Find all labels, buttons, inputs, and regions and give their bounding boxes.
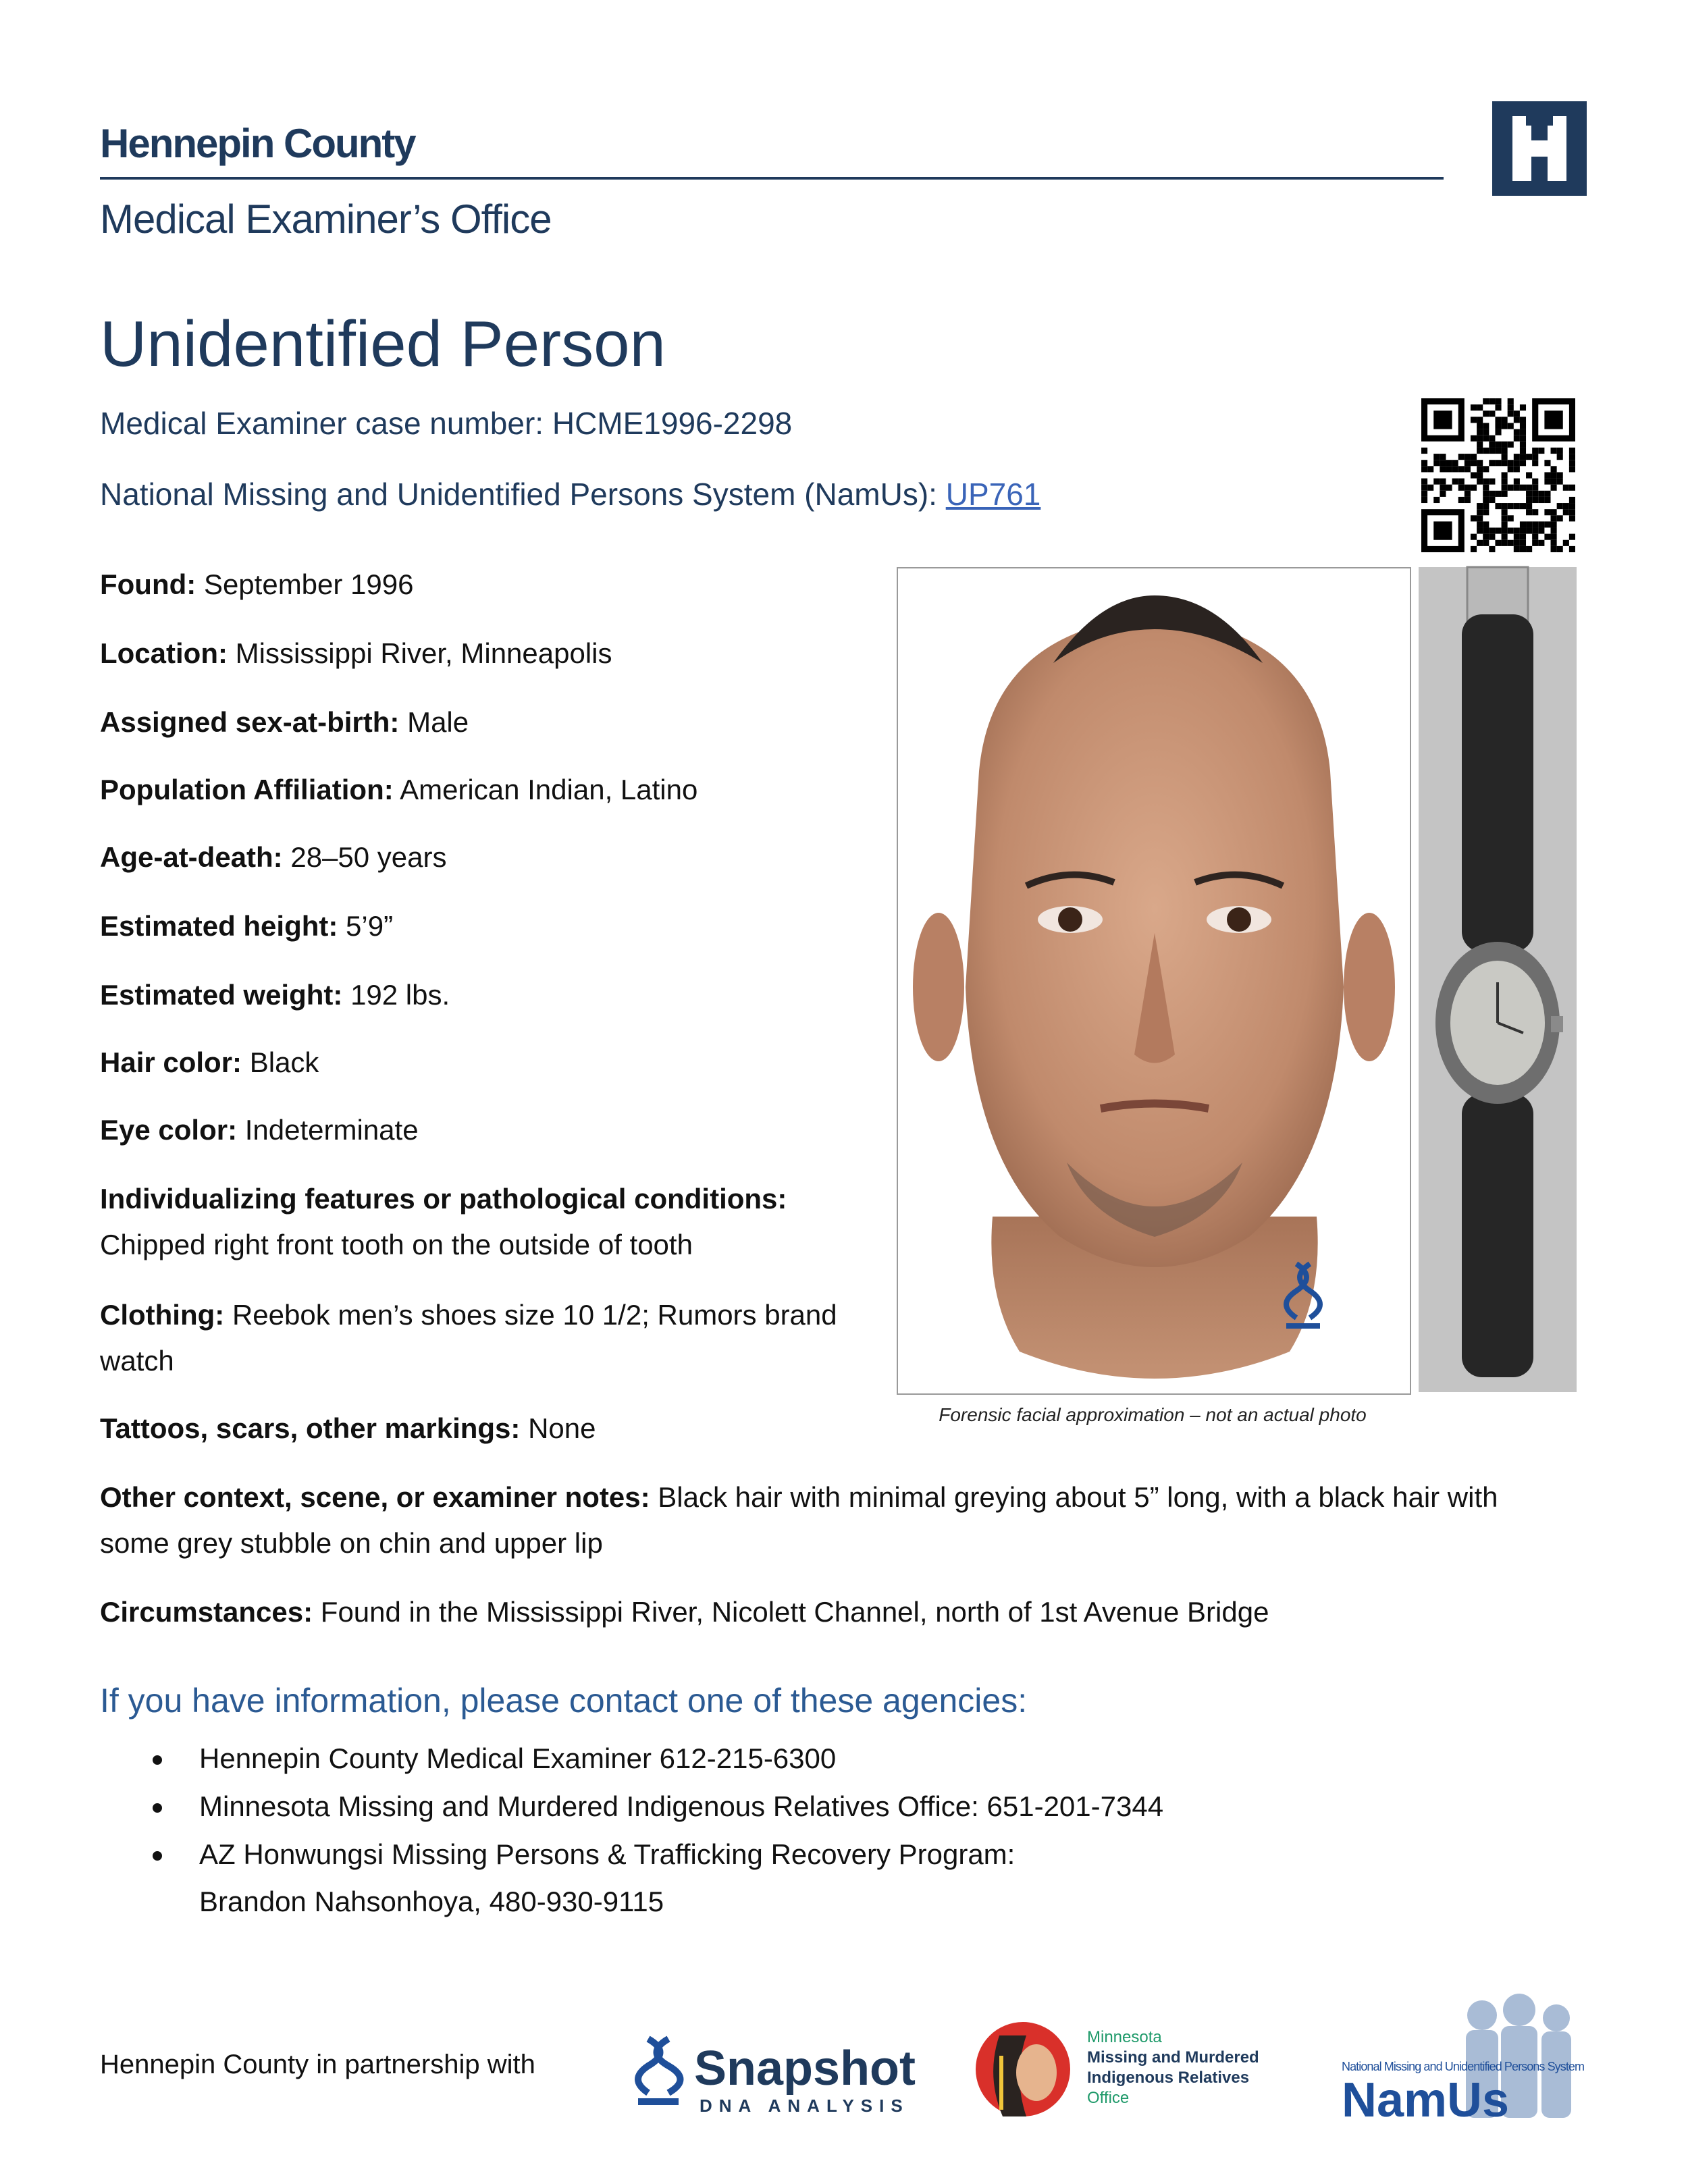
snapshot-subtitle: DNA ANALYSIS [700, 2096, 909, 2116]
contact-item-continued: Brandon Nahsonhoya, 480-930-9115 [199, 1886, 664, 1917]
namus-logo [1340, 1995, 1587, 2127]
sex-field: Assigned sex-at-birth: Male [100, 706, 469, 738]
mmiw-line-1: Minnesota [1087, 2028, 1162, 2046]
bullet [153, 1755, 162, 1765]
bullet [153, 1803, 162, 1813]
circumstances-field: Circumstances: Found in the Mississippi River, Nicolett Channel, north of 1st Avenue Bridge [100, 1596, 1269, 1628]
features-field: Individualizing features or pathological conditions: Chipped right front tooth on the outside of tooth [100, 1183, 787, 1260]
snapshot-dna-logo [635, 2025, 916, 2120]
mmiw-line-4: Office [1087, 2089, 1130, 2107]
namus-line [100, 476, 1040, 512]
partnership-text: Hennepin County in partnership with [100, 2050, 535, 2079]
eye-field: Eye color: Indeterminate [100, 1114, 419, 1146]
mmiw-office-logo [972, 2015, 1269, 2123]
county-name: Hennepin County [100, 121, 415, 166]
tattoos-field: Tattoos, scars, other markings: None [100, 1412, 596, 1444]
office-name: Medical Examiner’s Office [100, 196, 552, 242]
page-title: Unidentified Person [100, 308, 666, 380]
watch-image [1419, 567, 1577, 1392]
namus-label: National Missing and Unidentified Persons System (NamUs): [100, 477, 946, 512]
namus-logo-tagline: National Missing and Unidentified Persons System [1342, 2060, 1585, 2073]
contact-item: AZ Honwungsi Missing Persons & Trafficking Recovery Program: [199, 1838, 1016, 1870]
hennepin-h-logo [1492, 101, 1587, 196]
found-field: Found: September 1996 [100, 568, 414, 600]
weight-field: Estimated weight: 192 lbs. [100, 979, 450, 1011]
facial-approximation-image [897, 567, 1411, 1395]
snapshot-wordmark: Snapshot [694, 2042, 916, 2096]
mmiw-line-2: Missing and Murdered [1087, 2048, 1259, 2067]
location-field: Location: Mississippi River, Minneapolis [100, 637, 612, 669]
height-field: Estimated height: 5’9” [100, 910, 394, 942]
notes-field: Other context, scene, or examiner notes: Black hair with minimal greying about 5” long, with a black hair with some grey stubble on chin and upper lip [100, 1481, 1498, 1559]
population-field: Population Affiliation: American Indian, Latino [100, 774, 698, 805]
case-number-value: HCME1996-2298 [552, 406, 793, 441]
case-number-line [100, 405, 792, 442]
contact-item: Minnesota Missing and Murdered Indigenous Relatives Office: 651-201-7344 [199, 1790, 1164, 1822]
age-field: Age-at-death: 28–50 years [100, 841, 447, 873]
clothing-field: Clothing: Reebok men’s shoes size 10 1/2; Rumors brand watch [100, 1299, 837, 1377]
case-number-label: Medical Examiner case number: [100, 406, 552, 441]
header-divider [100, 177, 1444, 180]
namus-wordmark: NamUs [1342, 2073, 1510, 2127]
mmiw-line-3: Indigenous Relatives [1087, 2069, 1250, 2087]
namus-case-link[interactable]: UP761 [945, 477, 1041, 512]
photo-caption: Forensic facial approximation – not an actual photo [939, 1404, 1367, 1425]
contact-heading: If you have information, please contact one of these agencies: [100, 1682, 1028, 1720]
qr-code[interactable] [1421, 398, 1575, 552]
hair-field: Hair color: Black [100, 1046, 319, 1078]
contact-item: Hennepin County Medical Examiner 612-215-6300 [199, 1742, 837, 1774]
bullet [153, 1851, 162, 1861]
